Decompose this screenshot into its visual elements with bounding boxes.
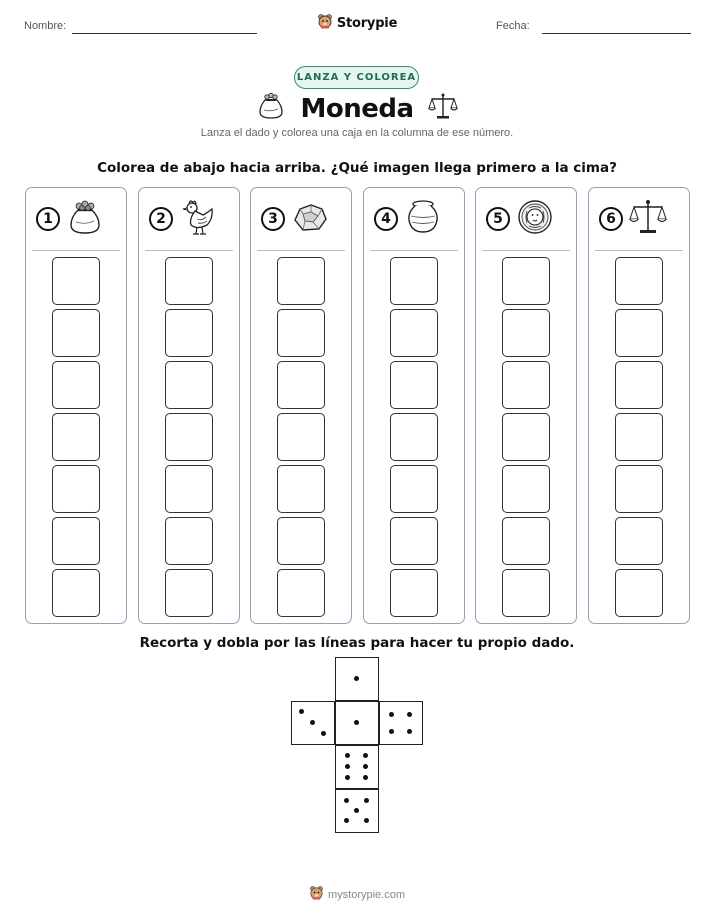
color-box[interactable] bbox=[52, 569, 100, 617]
footer bbox=[0, 885, 714, 905]
die-pip bbox=[364, 798, 369, 803]
column-number: 1 bbox=[36, 207, 60, 231]
color-box[interactable] bbox=[52, 309, 100, 357]
die-pip bbox=[363, 764, 368, 769]
color-box[interactable] bbox=[277, 257, 325, 305]
color-box[interactable] bbox=[277, 413, 325, 461]
color-box[interactable] bbox=[277, 517, 325, 565]
die-pip bbox=[344, 818, 349, 823]
name-label: Nombre: bbox=[24, 20, 67, 32]
color-box[interactable] bbox=[165, 309, 213, 357]
color-box[interactable] bbox=[502, 465, 550, 513]
rock-icon bbox=[291, 200, 329, 239]
bear-logo-icon bbox=[309, 885, 324, 905]
die-pip bbox=[354, 720, 359, 725]
color-box[interactable] bbox=[615, 465, 663, 513]
hen-icon bbox=[179, 197, 217, 242]
color-box[interactable] bbox=[502, 413, 550, 461]
die-pip bbox=[345, 775, 350, 780]
die-pip bbox=[363, 753, 368, 758]
die-pip bbox=[363, 775, 368, 780]
scales-icon bbox=[629, 198, 667, 241]
color-box[interactable] bbox=[615, 569, 663, 617]
color-box[interactable] bbox=[390, 517, 438, 565]
color-box[interactable] bbox=[165, 517, 213, 565]
page-title: Moneda bbox=[300, 93, 414, 124]
column-header bbox=[599, 198, 681, 240]
color-box[interactable] bbox=[165, 361, 213, 409]
date-line[interactable] bbox=[542, 33, 691, 34]
die-pip bbox=[299, 709, 304, 714]
column-5 bbox=[475, 187, 577, 624]
die-face-6 bbox=[335, 745, 379, 789]
color-box[interactable] bbox=[277, 309, 325, 357]
color-box[interactable] bbox=[390, 309, 438, 357]
die-pip bbox=[321, 731, 326, 736]
column-header bbox=[36, 198, 118, 240]
color-box[interactable] bbox=[390, 361, 438, 409]
color-box[interactable] bbox=[502, 517, 550, 565]
column-header bbox=[261, 198, 343, 240]
date-label: Fecha: bbox=[496, 20, 530, 32]
footer-url[interactable]: mystorypie.com bbox=[327, 889, 406, 901]
color-box[interactable] bbox=[52, 257, 100, 305]
color-box[interactable] bbox=[390, 257, 438, 305]
die-pip bbox=[407, 729, 412, 734]
die-pip bbox=[345, 764, 350, 769]
column-2 bbox=[138, 187, 240, 624]
column-divider bbox=[32, 250, 120, 251]
column-divider bbox=[257, 250, 345, 251]
title-row bbox=[0, 92, 714, 125]
color-box[interactable] bbox=[390, 569, 438, 617]
die-pip bbox=[344, 798, 349, 803]
die-face-4 bbox=[379, 701, 423, 745]
color-box[interactable] bbox=[52, 413, 100, 461]
instruction: Colorea de abajo hacia arriba. ¿Qué imagen llega primero a la cima? bbox=[97, 160, 617, 176]
column-header bbox=[149, 198, 231, 240]
column-header bbox=[486, 198, 568, 240]
bear-logo-icon bbox=[317, 13, 333, 34]
brand bbox=[0, 13, 714, 34]
column-number: 6 bbox=[599, 207, 623, 231]
color-box[interactable] bbox=[390, 413, 438, 461]
color-box[interactable] bbox=[615, 309, 663, 357]
column-6 bbox=[588, 187, 690, 624]
color-box[interactable] bbox=[502, 309, 550, 357]
color-box[interactable] bbox=[52, 465, 100, 513]
color-box[interactable] bbox=[615, 517, 663, 565]
color-box[interactable] bbox=[615, 361, 663, 409]
die-pip bbox=[354, 808, 359, 813]
color-box[interactable] bbox=[52, 517, 100, 565]
column-number: 5 bbox=[486, 207, 510, 231]
lion-coin-icon bbox=[516, 198, 554, 241]
dice-net bbox=[291, 657, 425, 835]
die-pip bbox=[354, 676, 359, 681]
color-box[interactable] bbox=[165, 465, 213, 513]
die-face-1 bbox=[335, 657, 379, 701]
column-divider bbox=[145, 250, 233, 251]
color-box[interactable] bbox=[165, 257, 213, 305]
die-pip bbox=[407, 712, 412, 717]
column-divider bbox=[370, 250, 458, 251]
color-box[interactable] bbox=[390, 465, 438, 513]
die-pip bbox=[310, 720, 315, 725]
die-face-3 bbox=[291, 701, 335, 745]
subtitle: Lanza el dado y colorea una caja en la columna de ese número. bbox=[200, 127, 514, 139]
column-4 bbox=[363, 187, 465, 624]
color-box[interactable] bbox=[277, 361, 325, 409]
color-box[interactable] bbox=[277, 569, 325, 617]
column-divider bbox=[482, 250, 570, 251]
color-box[interactable] bbox=[165, 413, 213, 461]
activity-badge: LANZA Y COLOREA bbox=[294, 66, 419, 89]
column-1 bbox=[25, 187, 127, 624]
die-pip bbox=[345, 753, 350, 758]
money-bag-icon bbox=[256, 92, 286, 125]
color-box[interactable] bbox=[615, 257, 663, 305]
column-number: 2 bbox=[149, 207, 173, 231]
color-box[interactable] bbox=[502, 257, 550, 305]
color-box[interactable] bbox=[165, 569, 213, 617]
die-pip bbox=[389, 712, 394, 717]
die-face-1 bbox=[335, 701, 379, 745]
brand-name: Storypie bbox=[336, 16, 398, 31]
column-number: 4 bbox=[374, 207, 398, 231]
column-header bbox=[374, 198, 456, 240]
column-number: 3 bbox=[261, 207, 285, 231]
die-face-5 bbox=[335, 789, 379, 833]
color-box[interactable] bbox=[52, 361, 100, 409]
die-pip bbox=[389, 729, 394, 734]
die-pip bbox=[364, 818, 369, 823]
color-box[interactable] bbox=[502, 361, 550, 409]
column-divider bbox=[595, 250, 683, 251]
color-box[interactable] bbox=[277, 465, 325, 513]
scales-icon bbox=[428, 92, 458, 125]
column-3 bbox=[250, 187, 352, 624]
money-bag-icon bbox=[66, 198, 104, 241]
color-box[interactable] bbox=[615, 413, 663, 461]
color-box[interactable] bbox=[502, 569, 550, 617]
pot-icon bbox=[404, 198, 442, 241]
dice-instruction: Recorta y dobla por las líneas para hacer tu propio dado. bbox=[139, 635, 575, 651]
